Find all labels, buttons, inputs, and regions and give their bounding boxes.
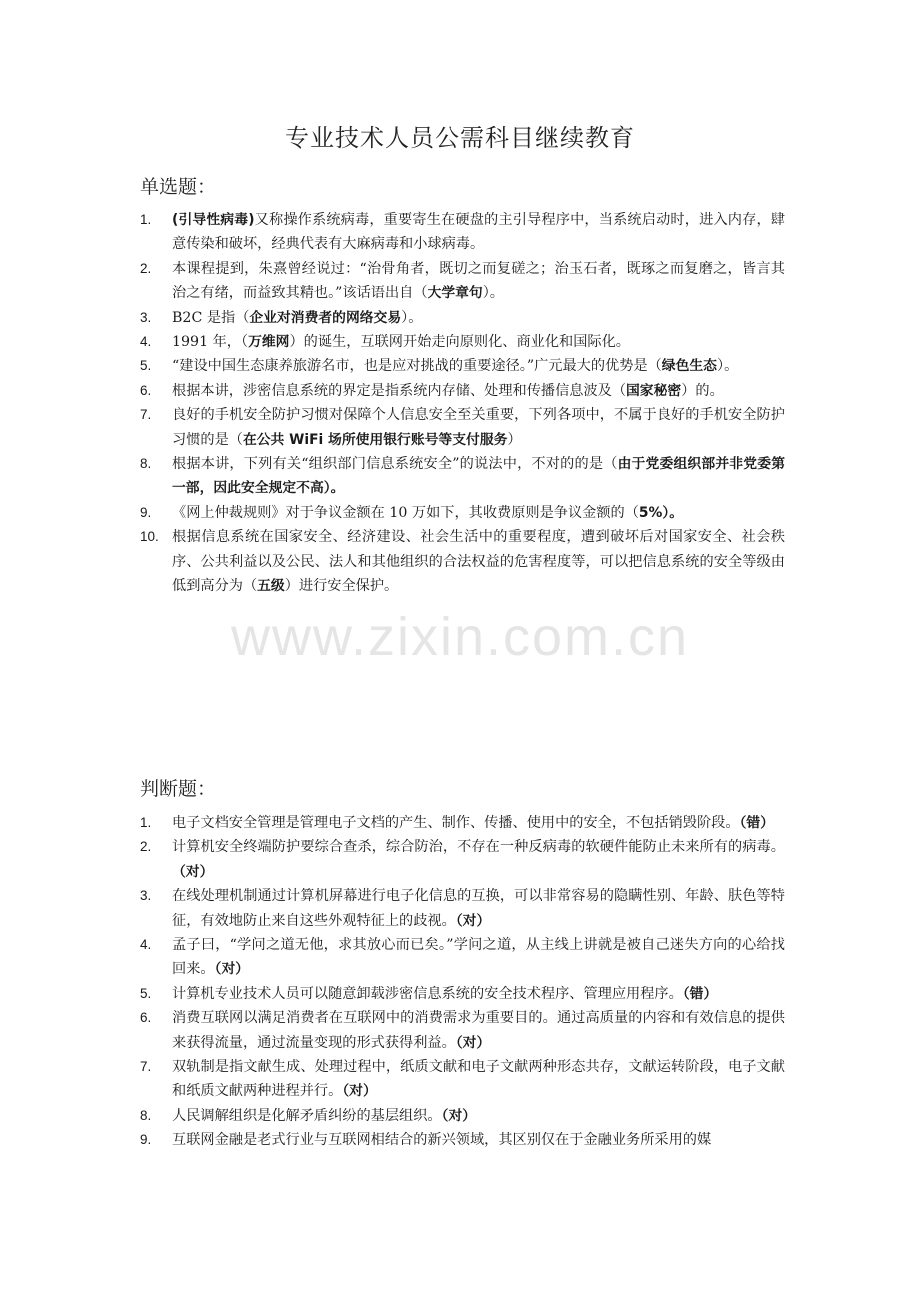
item-question: 电子文档安全管理是管理电子文档的产生、制作、传播、使用中的安全，不包括销毁阶段。	[172, 815, 740, 831]
item-answer: （对）	[214, 961, 250, 978]
item-answer: 五级	[257, 578, 285, 595]
list-item	[140, 501, 785, 525]
item-question: 计算机专业技术人员可以随意卸载涉密信息系统的安全技术程序、管理应用程序。	[172, 985, 683, 1002]
item-question: 根据信息系统在国家安全、经济建设、社会生活中的重要程度，遭到破坏后对国家安全、社会秩序、公共利益以及公民、法人和其他组织的合法权益的危害程度等，可以把信息系统的安全等级由低到高分为（	[172, 529, 785, 595]
item-text	[172, 1104, 785, 1128]
item-text	[172, 257, 785, 306]
item-number: 6.	[140, 382, 152, 398]
item-text	[172, 208, 785, 257]
item-text	[172, 403, 785, 452]
list-item	[140, 330, 785, 354]
item-text	[172, 884, 785, 933]
list-item	[140, 982, 785, 1006]
item-question: 孟子曰，“学问之道无他，求其放心而已矣。”学问之道，从主线上讲就是被自己迷失方向的心给找回来。	[172, 937, 785, 978]
item-suffix: ）。	[716, 358, 739, 375]
item-text	[172, 452, 785, 501]
item-text	[172, 379, 785, 403]
item-answer: （对）	[455, 912, 491, 929]
item-text	[172, 982, 785, 1006]
item-question: 人民调解组织是化解矛盾纠纷的基层组织。	[172, 1107, 442, 1124]
item-answer: （对）	[172, 863, 214, 880]
list-item	[140, 208, 785, 257]
list-item	[140, 835, 785, 884]
item-text	[172, 933, 785, 982]
item-question: 互联网金融是老式行业与互联网相结合的新兴领域，其区别仅在于金融业务所采用的媒	[172, 1132, 712, 1149]
list-item	[140, 1104, 785, 1128]
list-item	[140, 933, 785, 982]
item-number: 9.	[140, 504, 152, 520]
single-choice-list	[140, 208, 785, 599]
item-number: 2.	[140, 260, 152, 276]
item-text	[172, 811, 785, 835]
item-number: 7.	[140, 1059, 152, 1075]
item-suffix: ）的诞生，互联网开始走向原则化、商业化和国际化。	[289, 334, 630, 351]
item-question: 在线处理机制通过计算机屏幕进行电子化信息的互换，可以非常容易的隐瞒性别、年龄、肤色等特征，有效地防止来自这些外观特征上的歧视。	[172, 888, 785, 929]
list-item	[140, 884, 785, 933]
single-choice-heading: 单选题：	[140, 176, 217, 198]
item-number: 5.	[140, 985, 152, 1001]
item-number: 9.	[140, 1132, 152, 1148]
item-answer: 由于党委组织部并非党委第一部，因此安全规定不高）。	[172, 456, 786, 497]
item-number: 4.	[140, 937, 152, 953]
item-answer: 绿色生态	[661, 358, 717, 375]
item-text	[172, 835, 785, 884]
item-question: 双轨制是指文献生成、处理过程中，纸质文献和电子文献两种形态共存，文献运转阶段，电子文献和纸质文献两种进程并行。	[172, 1059, 785, 1100]
item-text	[172, 501, 785, 525]
list-item	[140, 354, 785, 378]
item-answer: 企业对消费者的网络交易	[249, 309, 402, 326]
item-question: “建设中国生态康养旅游名市，也是应对挑战的重要途径。”广元最大的优势是（	[172, 358, 662, 375]
item-text	[172, 330, 785, 354]
item-question: 根据本讲，涉密信息系统的界定是指系统内存储、处理和传播信息波及（	[172, 382, 627, 399]
item-suffix: ）。	[401, 309, 423, 326]
list-item	[140, 257, 785, 306]
item-answer: 国家秘密	[626, 382, 682, 399]
true-false-list	[140, 811, 785, 1153]
list-item	[140, 306, 785, 330]
item-answer: (引导性病毒)	[172, 212, 255, 228]
item-question: 根据本讲，下列有关“组织部门信息系统安全”的说法中，不对的的是（	[172, 456, 618, 473]
item-answer: 大学章句	[427, 285, 483, 302]
item-number: 2.	[140, 839, 152, 855]
list-item	[140, 1055, 785, 1104]
item-question: B2C 是指（	[172, 309, 250, 326]
item-number: 10.	[140, 529, 159, 545]
item-text	[172, 1128, 785, 1152]
item-number: 7.	[140, 407, 152, 423]
item-answer: （错）	[739, 815, 775, 831]
list-item	[140, 1128, 785, 1152]
item-answer: 万维网	[248, 334, 290, 351]
item-text	[172, 1055, 785, 1104]
item-answer: （对）	[455, 1034, 491, 1051]
item-number: 8.	[140, 456, 152, 472]
item-number: 1.	[140, 815, 152, 830]
item-answer: 在公共 WiFi 场所使用银行账号等支付服务	[242, 431, 508, 448]
item-question: 计算机安全终端防护要综合查杀，综合防治，不存在一种反病毒的软硬件能防止未来所有的病毒。	[172, 839, 785, 856]
item-question: 本课程提到，朱熹曾经说过：“治骨角者，既切之而复磋之；治玉石者，既琢之而复磨之，皆言其治之有绪，而益致其精也。”该话语出自（	[172, 260, 785, 302]
list-item	[140, 379, 785, 403]
item-question: 《网上仲裁规则》对于争议金额在 10 万如下，其收费原则是争议金额的（	[172, 504, 639, 521]
item-text	[172, 306, 785, 330]
item-text	[172, 354, 785, 378]
list-item	[140, 525, 785, 598]
item-suffix: ）。	[482, 285, 504, 302]
item-suffix: ）	[507, 431, 522, 448]
list-item	[140, 403, 785, 452]
item-question: 消费互联网以满足消费者在互联网中的消费需求为重要目的。通过高质量的内容和有效信息的提供来获得流量，通过流量变现的形式获得利益。	[172, 1010, 785, 1051]
item-text	[172, 525, 785, 598]
page-title: 专业技术人员公需科目继续教育	[285, 124, 635, 152]
item-answer: 5%）。	[638, 504, 684, 521]
watermark: www.zixin.com.cn	[230, 607, 690, 667]
item-answer: （对）	[342, 1083, 377, 1100]
item-question: 1991 年，（	[172, 334, 249, 351]
item-suffix: 又称操作系统病毒，重要寄生在硬盘的主引导程序中，当系统启动时，进入内存，肆意传染和破坏，经典代表有大麻病毒和小球病毒。	[172, 212, 785, 253]
item-number: 3.	[140, 309, 152, 325]
list-item	[140, 452, 785, 501]
item-question: 良好的手机安全防护习惯对保障个人信息安全至关重要，下列各项中，不属于良好的手机安全防护习惯的是（	[172, 407, 785, 448]
item-number: 5.	[140, 358, 152, 374]
item-number: 8.	[140, 1107, 152, 1123]
list-item	[140, 811, 785, 835]
list-item	[140, 1006, 785, 1055]
item-number: 1.	[140, 212, 152, 227]
item-answer: （错）	[682, 985, 718, 1002]
item-text	[172, 1006, 785, 1055]
item-answer: （对）	[441, 1107, 477, 1124]
item-suffix: ）的。	[681, 382, 724, 399]
item-number: 4.	[140, 334, 152, 350]
true-false-heading: 判断题：	[140, 778, 217, 800]
item-suffix: ）进行安全保护。	[284, 578, 399, 595]
item-number: 3.	[140, 888, 152, 904]
item-number: 6.	[140, 1010, 152, 1026]
